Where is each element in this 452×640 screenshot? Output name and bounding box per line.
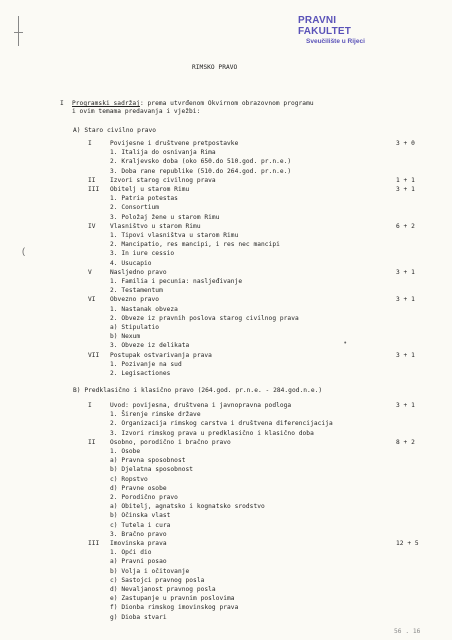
- item-subentry: 1. Pozivanje na sud: [110, 360, 182, 368]
- item-subentry: e) Zastupanje u pravnim poslovima: [110, 595, 235, 603]
- item-subentry: 2. Kraljevsko doba (oko 650.do 510.god. pr.n.e.): [110, 158, 292, 166]
- item-heading: Vlasništvo u starom Rimu: [110, 222, 201, 230]
- item-number: II: [88, 438, 96, 446]
- part-b-heading: B) Predklasično i klasično pravo (264.god. pr.n.e. - 284.god.n.e.): [73, 387, 323, 394]
- item-hours: 12 + 5: [396, 540, 419, 547]
- item-subentry: 3. Doba rane republike (510.do 264.god. pr.n.e.): [110, 167, 292, 175]
- stamp-line-1: PRAVNI FAKULTET: [298, 15, 352, 37]
- item-number: III: [88, 540, 100, 547]
- item-subentry: c) Ropstvo: [110, 475, 148, 483]
- item-subentry: 3. Bračno pravo: [110, 530, 167, 538]
- item-subentry: d) Nevaljanost pravnog posla: [110, 586, 216, 593]
- item-subentry: 1. Širenje rimske države: [110, 411, 201, 419]
- item-hours: 3 + 0: [396, 140, 415, 147]
- item-heading: Uvod: povijesna, društvena i javnopravna podloga: [110, 402, 292, 409]
- item-heading: Postupak ostvarivanja prava: [110, 351, 212, 359]
- section-heading: [72, 100, 314, 107]
- item-subentry: b) Volja i očitovanje: [110, 567, 190, 575]
- item-hours: 1 + 1: [396, 176, 415, 184]
- item-number: III: [88, 186, 100, 193]
- item-heading: Povijesne i društvene pretpostavke: [110, 140, 239, 147]
- pen-mark: (: [22, 246, 25, 256]
- item-subentry: b) Nexum: [110, 333, 141, 341]
- item-subentry: 3. Izvori rimskog prava u predklasično i klasično doba: [110, 429, 314, 437]
- item-hours: 3 + 1: [396, 186, 415, 193]
- item-number: IV: [88, 222, 96, 230]
- item-subentry: 2. Porodično pravo: [110, 494, 178, 501]
- item-hours: 3 + 1: [396, 402, 415, 409]
- item-number: II: [88, 176, 96, 184]
- item-subentry: 1. Opći dio: [110, 549, 152, 557]
- item-subentry: 1. Familia i pecunia: nasljeđivanje: [110, 278, 243, 285]
- item-subentry: b) Djelatna sposobnost: [110, 466, 194, 474]
- item-heading: Obitelj u starom Rimu: [110, 186, 190, 193]
- item-number: V: [88, 268, 92, 276]
- item-subentry: d) Pravne osobe: [110, 484, 167, 492]
- item-hours: 6 + 2: [396, 222, 415, 230]
- stamp-line-2: Sveučilište u Rijeci: [306, 38, 365, 45]
- item-subentry: c) Sastojci pravnog posla: [110, 576, 205, 584]
- item-number: I: [88, 402, 92, 409]
- item-heading: Izvori starog civilnog prava: [110, 176, 216, 184]
- footer-mark: 56 . 16: [394, 628, 421, 635]
- item-subentry: a) Obitelj, agnatsko i kognatsko srodstvo: [110, 503, 265, 511]
- page-title: RIMSKO PRAVO: [192, 64, 238, 71]
- section-text: : prema utvrđenom Okvirnom obrazovnom programu: [139, 100, 314, 107]
- section-number: I: [60, 100, 64, 107]
- item-subentry: 1. Tipovi vlasništva u starom Rimu: [110, 232, 239, 239]
- item-subentry: 2. Consortium: [110, 204, 160, 212]
- item-heading: Nasljedno pravo: [110, 268, 167, 276]
- item-subentry: 2. Obveze iz pravnih poslova starog civilnog prava: [110, 314, 299, 322]
- item-subentry: b) Očinska vlast: [110, 512, 171, 520]
- item-subentry: 1. Osobe: [110, 448, 141, 455]
- item-subentry: 4. Usucapio: [110, 259, 152, 267]
- item-subentry: g) Dioba stvari: [110, 613, 167, 621]
- item-hours: 3 + 1: [396, 351, 415, 359]
- pen-mark: •: [344, 340, 347, 347]
- item-subentry: 3. Obveze iz delikata: [110, 342, 190, 350]
- item-subentry: c) Tutela i cura: [110, 521, 171, 529]
- item-subentry: a) Pravna sposobnost: [110, 457, 186, 465]
- item-hours: 3 + 1: [396, 296, 415, 304]
- item-subentry: 1. Patria potestas: [110, 195, 178, 203]
- item-heading: Osobno, porodično i bračno pravo: [110, 438, 231, 446]
- item-subentry: a) Stipulatio: [110, 324, 160, 331]
- item-subentry: 2. Testamentum: [110, 287, 163, 295]
- item-subentry: 3. In iure cessio: [110, 250, 175, 258]
- item-heading: Obvezno pravo: [110, 296, 160, 304]
- item-number: I: [88, 140, 92, 147]
- pen-mark: [18, 16, 19, 46]
- item-subentry: 1. Italija do osnivanja Rima: [110, 149, 216, 157]
- item-subentry: 2. Legisactiones: [110, 370, 171, 377]
- item-number: VII: [88, 351, 100, 359]
- item-subentry: 1. Nastanak obveza: [110, 305, 178, 313]
- faculty-stamp: [298, 15, 384, 45]
- part-a-heading: A) Staro civilno pravo: [73, 127, 157, 134]
- item-subentry: 3. Položaj žene u starom Rimu: [110, 213, 220, 221]
- item-subentry: a) Pravni posao: [110, 558, 167, 566]
- section-text-2: i ovim temama predavanja i vježbi:: [72, 108, 201, 115]
- item-subentry: 2. Organizacija rimskog carstva i društvena diferencijacija: [110, 420, 333, 428]
- item-subentry: 2. Mancipatio, res mancipi, i res nec mancipi: [110, 241, 280, 249]
- item-hours: 8 + 2: [396, 438, 415, 446]
- item-number: VI: [88, 296, 96, 304]
- item-subentry: f) Dionba rimskog imovinskog prava: [110, 604, 239, 612]
- pen-mark: [14, 32, 23, 33]
- item-hours: 3 + 1: [396, 268, 415, 276]
- item-heading: Imovinska prava: [110, 540, 167, 547]
- section-label: Programski sadržaj: [72, 100, 140, 107]
